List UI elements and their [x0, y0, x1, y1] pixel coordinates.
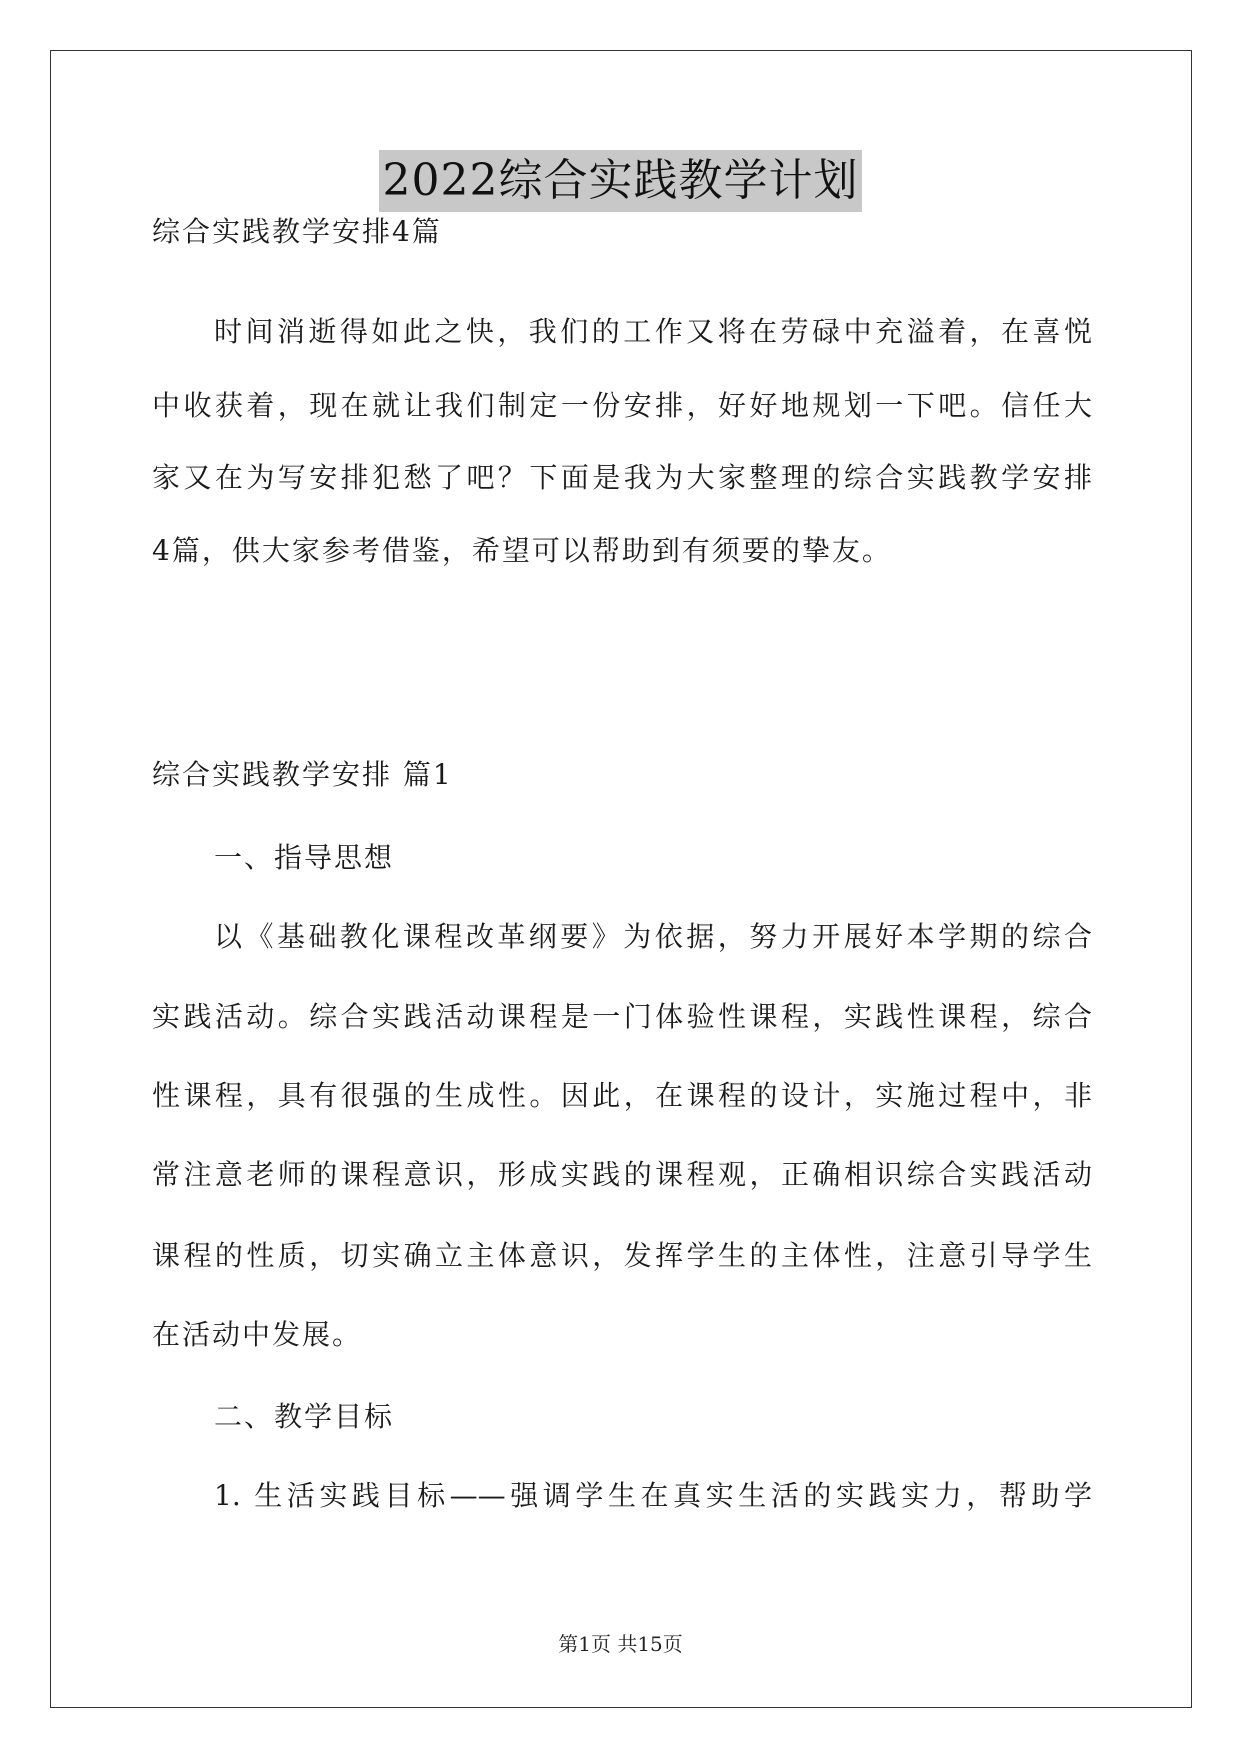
body-line-3: 性课程，具有很强的生成性。因此，在课程的设计，实施过程中，非: [152, 1079, 1092, 1112]
body-line-2: 实践活动。综合实践活动课程是一门体验性课程，实践性课程，综合: [152, 1000, 1092, 1033]
intro-line-1: 时间消逝得如此之快，我们的工作又将在劳碌中充溢着，在喜悦: [214, 315, 1092, 348]
body-line-5: 课程的性质，切实确立主体意识，发挥学生的主体性，注意引导学生: [152, 1239, 1092, 1272]
body-line-6: 在活动中发展。: [152, 1318, 363, 1351]
page-number: 第1页 共15页: [558, 1632, 683, 1656]
heading-guiding-ideology: 一、指导思想: [214, 841, 395, 874]
page-footer: [0, 1630, 1241, 1658]
intro-line-4: 4篇，供大家参考借鉴，希望可以帮助到有须要的挚友。: [152, 534, 892, 567]
list-item-1: 1. 生活实践目标——强调学生在真实生活的实践实力，帮助学: [214, 1479, 1092, 1512]
document-subtitle: 综合实践教学安排4篇: [152, 215, 442, 248]
document-title: 2022综合实践教学计划: [379, 150, 863, 212]
page-border: [50, 50, 1192, 1708]
section-title: 综合实践教学安排 篇1: [152, 758, 453, 791]
intro-line-2: 中收获着，现在就让我们制定一份安排，好好地规划一下吧。信任大: [152, 389, 1092, 422]
heading-teaching-goals: 二、教学目标: [214, 1400, 395, 1433]
body-line-1: 以《基础教化课程改革纲要》为依据，努力开展好本学期的综合: [214, 920, 1092, 953]
title-container: [0, 150, 1241, 212]
body-line-4: 常注意老师的课程意识，形成实践的课程观，正确相识综合实践活动: [152, 1158, 1092, 1191]
intro-line-3: 家又在为写安排犯愁了吧？下面是我为大家整理的综合实践教学安排: [152, 461, 1092, 494]
